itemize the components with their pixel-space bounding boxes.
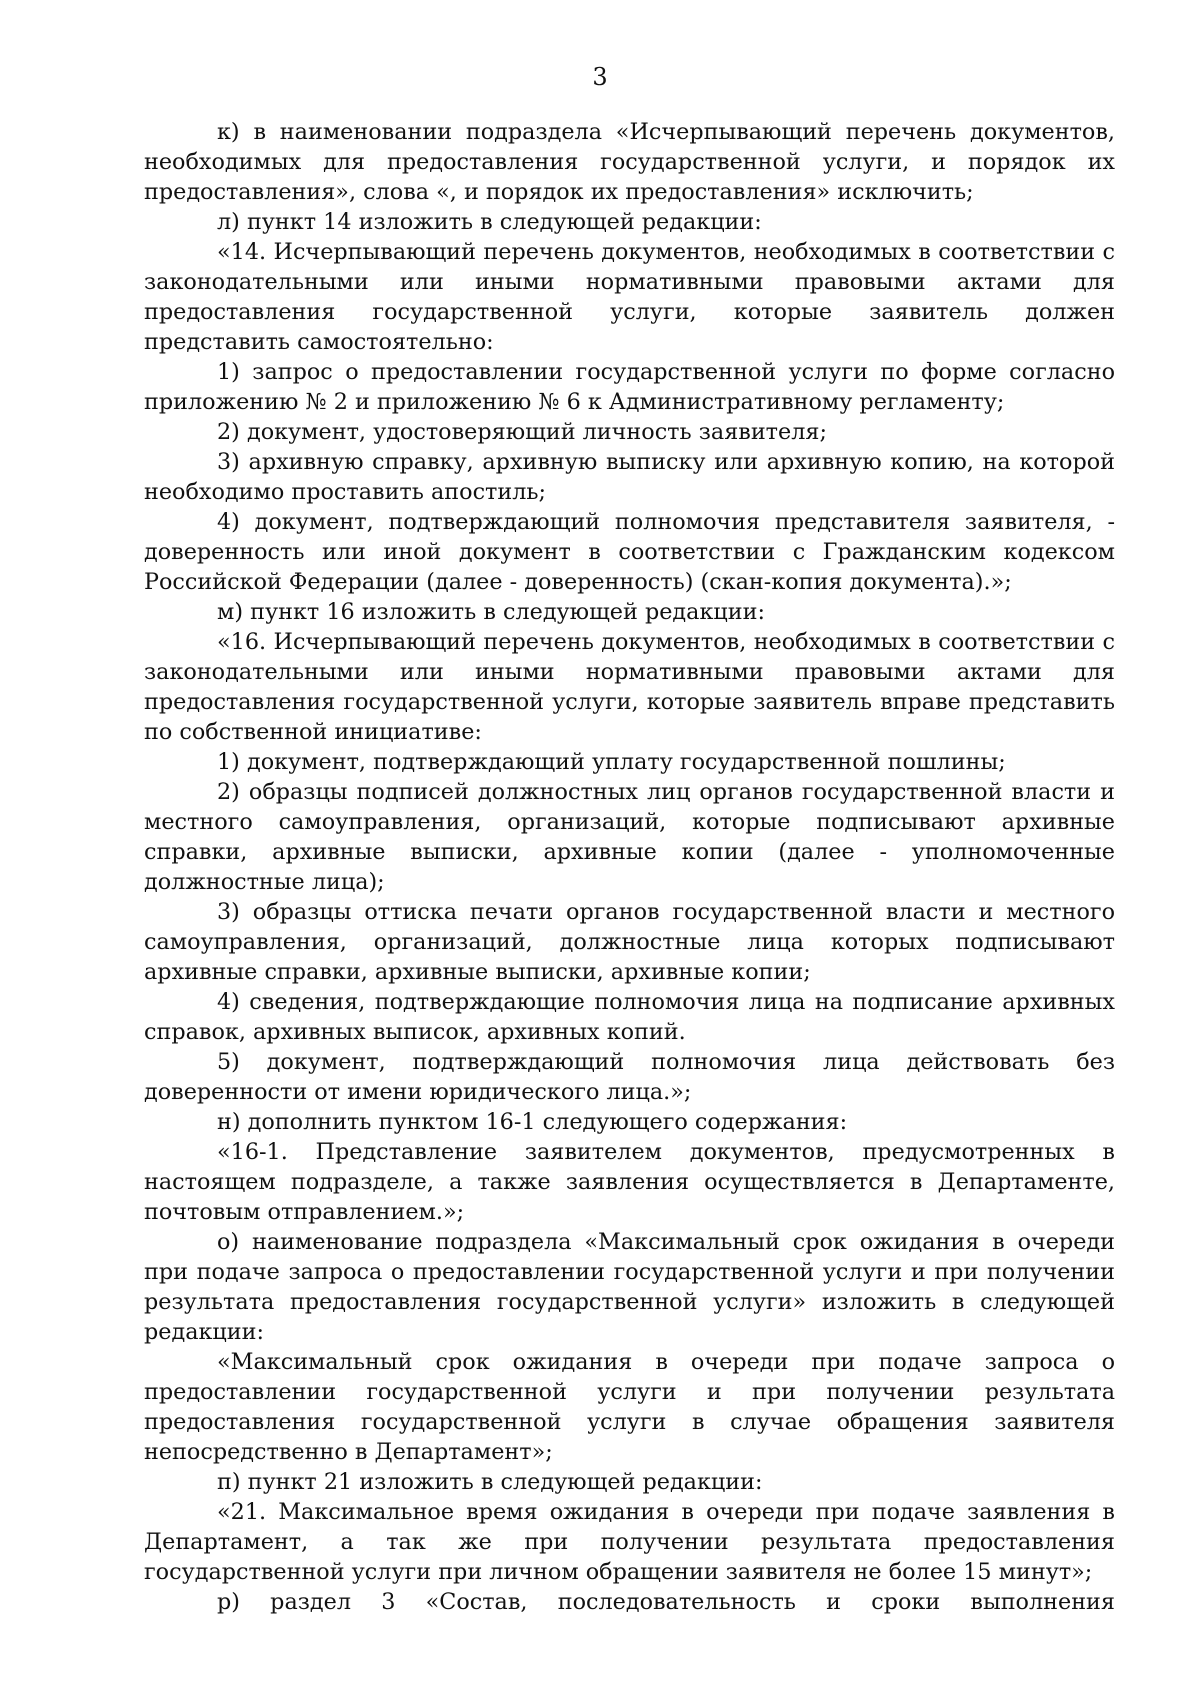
list-item-14-4: 4) документ, подтверждающий полномочия представителя заявителя, - доверенность или иной документ в соответствии с Гражданским кодексом Российской Федерации (далее - доверенность) (скан-копия документа).»; (144, 509, 1115, 595)
document-body (144, 117, 1115, 1617)
paragraph-m: м) пункт 16 изложить в следующей редакции: (217, 599, 765, 625)
paragraph-item-21: «21. Максимальное время ожидания в очереди при подаче заявления в Департамент, а так же при получении результата предоставления государственной услуги при личном обращении заявителя не более 15 минут»; (144, 1499, 1115, 1585)
list-item-14-3: 3) архивную справку, архивную выписку или архивную копию, на которой необходимо проставить апостиль; (144, 449, 1115, 505)
list-item-16-5: 5) документ, подтверждающий полномочия лица действовать без доверенности от имени юридического лица.»; (144, 1049, 1115, 1105)
list-item-14-1: 1) запрос о предоставлении государственной услуги по форме согласно приложению № 2 и приложению № 6 к Административному регламенту; (144, 359, 1115, 415)
paragraph-k: к) в наименовании подраздела «Исчерпывающий перечень документов, необходимых для предоставления государственной услуги, и порядок их предоставления», слова «, и порядок их предоставления» исключить; (144, 119, 1115, 205)
paragraph-p: п) пункт 21 изложить в следующей редакции: (217, 1469, 763, 1495)
paragraph-item-16: «16. Исчерпывающий перечень документов, необходимых в соответствии с законодательными или иными нормативными правовыми актами для предоставления государственной услуги, которые заявитель вправе представить по собственной инициативе: (144, 629, 1115, 745)
paragraph-l: л) пункт 14 изложить в следующей редакции: (217, 209, 762, 235)
list-item-16-2: 2) образцы подписей должностных лиц органов государственной власти и местного самоуправления, организаций, которые подписывают архивные справки, архивные выписки, архивные копии (далее - уполномоченные должностные лица); (144, 779, 1115, 895)
paragraph-n: н) дополнить пунктом 16-1 следующего содержания: (217, 1109, 848, 1135)
page-number: 3 (592, 63, 608, 91)
list-item-16-3: 3) образцы оттиска печати органов государственной власти и местного самоуправления, организаций, должностные лица которых подписывают архивные справки, архивные выписки, архивные копии; (144, 899, 1115, 985)
list-item-16-4: 4) сведения, подтверждающие полномочия лица на подписание архивных справок, архивных выписок, архивных копий. (144, 989, 1115, 1045)
paragraph-new-subsection-title: «Максимальный срок ожидания в очереди при подаче запроса о предоставлении государственной услуги и при получении результата предоставления государственной услуги в случае обращения заявителя непосредственно в Департамент»; (144, 1349, 1115, 1465)
paragraph-r: р) раздел 3 «Состав, последовательность и сроки выполнения (217, 1589, 1115, 1615)
list-item-16-1: 1) документ, подтверждающий уплату государственной пошлины; (217, 749, 1006, 775)
paragraph-o: о) наименование подраздела «Максимальный срок ожидания в очереди при подаче запроса о предоставлении государственной услуги и при получении результата предоставления государственной услуги» изложить в следующей редакции: (144, 1229, 1115, 1345)
paragraph-item-16-1: «16-1. Представление заявителем документов, предусмотренных в настоящем подразделе, а также заявления осуществляется в Департаменте, почтовым отправлением.»; (144, 1139, 1115, 1225)
list-item-14-2: 2) документ, удостоверяющий личность заявителя; (217, 419, 827, 445)
paragraph-item-14: «14. Исчерпывающий перечень документов, необходимых в соответствии с законодательными или иными нормативными правовыми актами для предоставления государственной услуги, которые заявитель должен представить самостоятельно: (144, 239, 1115, 355)
